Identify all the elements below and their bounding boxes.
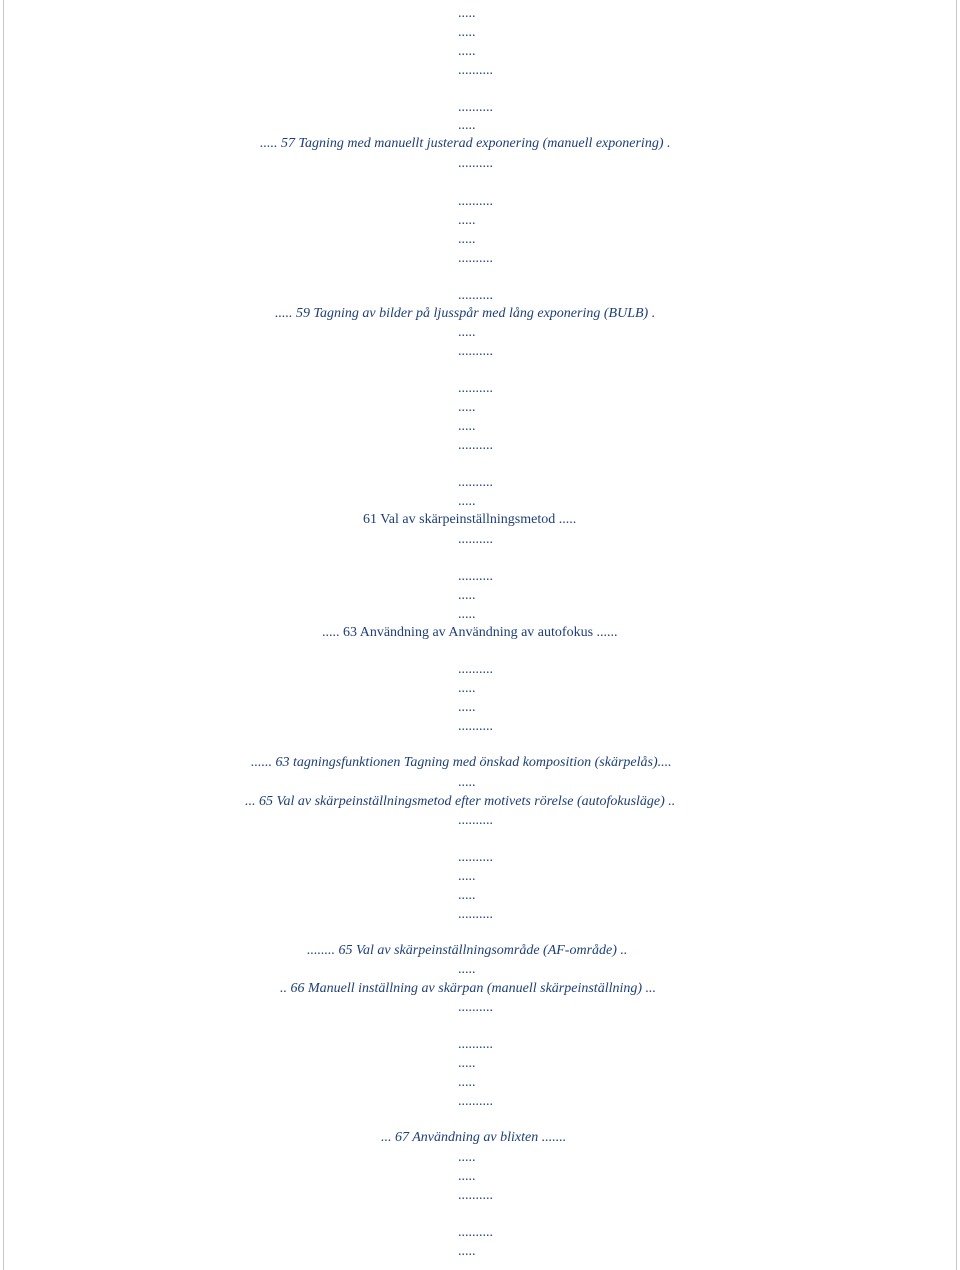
dot-leader: ..... bbox=[458, 1169, 476, 1184]
dot-leader: .......... bbox=[458, 251, 493, 266]
toc-entry-focus-lock: ...... 63 tagningsfunktionen Tagning med önskad komposition (skärpelås).... bbox=[251, 755, 672, 770]
dot-leader: .......... bbox=[458, 719, 493, 734]
dot-leader: ..... bbox=[458, 869, 476, 884]
toc-entry-af-area: ........ 65 Val av skärpeinställningsområde (AF-område) .. bbox=[307, 943, 628, 958]
dot-leader: ..... bbox=[458, 888, 476, 903]
dot-leader: .......... bbox=[458, 475, 493, 490]
dot-leader: ..... bbox=[458, 1244, 476, 1259]
dot-leader: ..... bbox=[458, 1150, 476, 1165]
dot-leader: .......... bbox=[458, 1225, 493, 1240]
dot-leader: ..... bbox=[458, 1056, 476, 1071]
toc-entry-flash: ... 67 Användning av blixten ....... bbox=[381, 1130, 567, 1145]
dot-leader: ..... bbox=[458, 775, 476, 790]
dot-leader: .......... bbox=[458, 63, 493, 78]
toc-entry-autofocus-mode: ... 65 Val av skärpeinställningsmetod efter motivets rörelse (autofokusläge) .. bbox=[245, 794, 676, 809]
dot-leader: ..... bbox=[458, 232, 476, 247]
dot-leader: ..... bbox=[458, 25, 476, 40]
dot-leader: .......... bbox=[458, 662, 493, 677]
dot-leader: ..... bbox=[458, 588, 476, 603]
dot-leader: ..... bbox=[458, 700, 476, 715]
dot-leader: .......... bbox=[458, 100, 493, 115]
dot-leader: .......... bbox=[458, 288, 493, 303]
dot-leader: ..... bbox=[458, 118, 476, 133]
dot-leader: .......... bbox=[458, 1037, 493, 1052]
dot-leader: .......... bbox=[458, 1000, 493, 1015]
dot-leader: ..... bbox=[458, 6, 476, 21]
toc-entry-manual-exposure: ..... 57 Tagning med manuellt justerad exponering (manuell exponering) . bbox=[260, 136, 671, 151]
dot-leader: ..... bbox=[458, 1075, 476, 1090]
dot-leader: .......... bbox=[458, 156, 493, 171]
dot-leader: .......... bbox=[458, 1094, 493, 1109]
dot-leader: ..... bbox=[458, 325, 476, 340]
dot-leader: ..... bbox=[458, 419, 476, 434]
dot-leader: ..... bbox=[458, 213, 476, 228]
dot-leader: .......... bbox=[458, 532, 493, 547]
dot-leader: .......... bbox=[458, 344, 493, 359]
dot-leader: .......... bbox=[458, 907, 493, 922]
dot-leader: .......... bbox=[458, 850, 493, 865]
dot-leader: .......... bbox=[458, 194, 493, 209]
dot-leader: .......... bbox=[458, 569, 493, 584]
page-border-left bbox=[3, 0, 4, 1270]
dot-leader: ..... bbox=[458, 400, 476, 415]
toc-entry-focus-method: 61 Val av skärpeinställningsmetod ..... bbox=[363, 512, 577, 527]
dot-leader: .......... bbox=[458, 1188, 493, 1203]
dot-leader: .......... bbox=[458, 381, 493, 396]
toc-entry-autofocus: ..... 63 Användning av Användning av autofokus ...... bbox=[322, 625, 618, 640]
dot-leader: .......... bbox=[458, 813, 493, 828]
toc-entry-manual-focus: .. 66 Manuell inställning av skärpan (manuell skärpeinställning) ... bbox=[280, 981, 657, 996]
dot-leader: ..... bbox=[458, 962, 476, 977]
toc-entry-bulb-exposure: ..... 59 Tagning av bilder på ljusspår med lång exponering (BULB) . bbox=[275, 306, 656, 321]
dot-leader: ..... bbox=[458, 681, 476, 696]
page-border-right bbox=[956, 0, 957, 1270]
dot-leader: ..... bbox=[458, 44, 476, 59]
dot-leader: ..... bbox=[458, 607, 476, 622]
dot-leader: ..... bbox=[458, 494, 476, 509]
dot-leader: .......... bbox=[458, 438, 493, 453]
